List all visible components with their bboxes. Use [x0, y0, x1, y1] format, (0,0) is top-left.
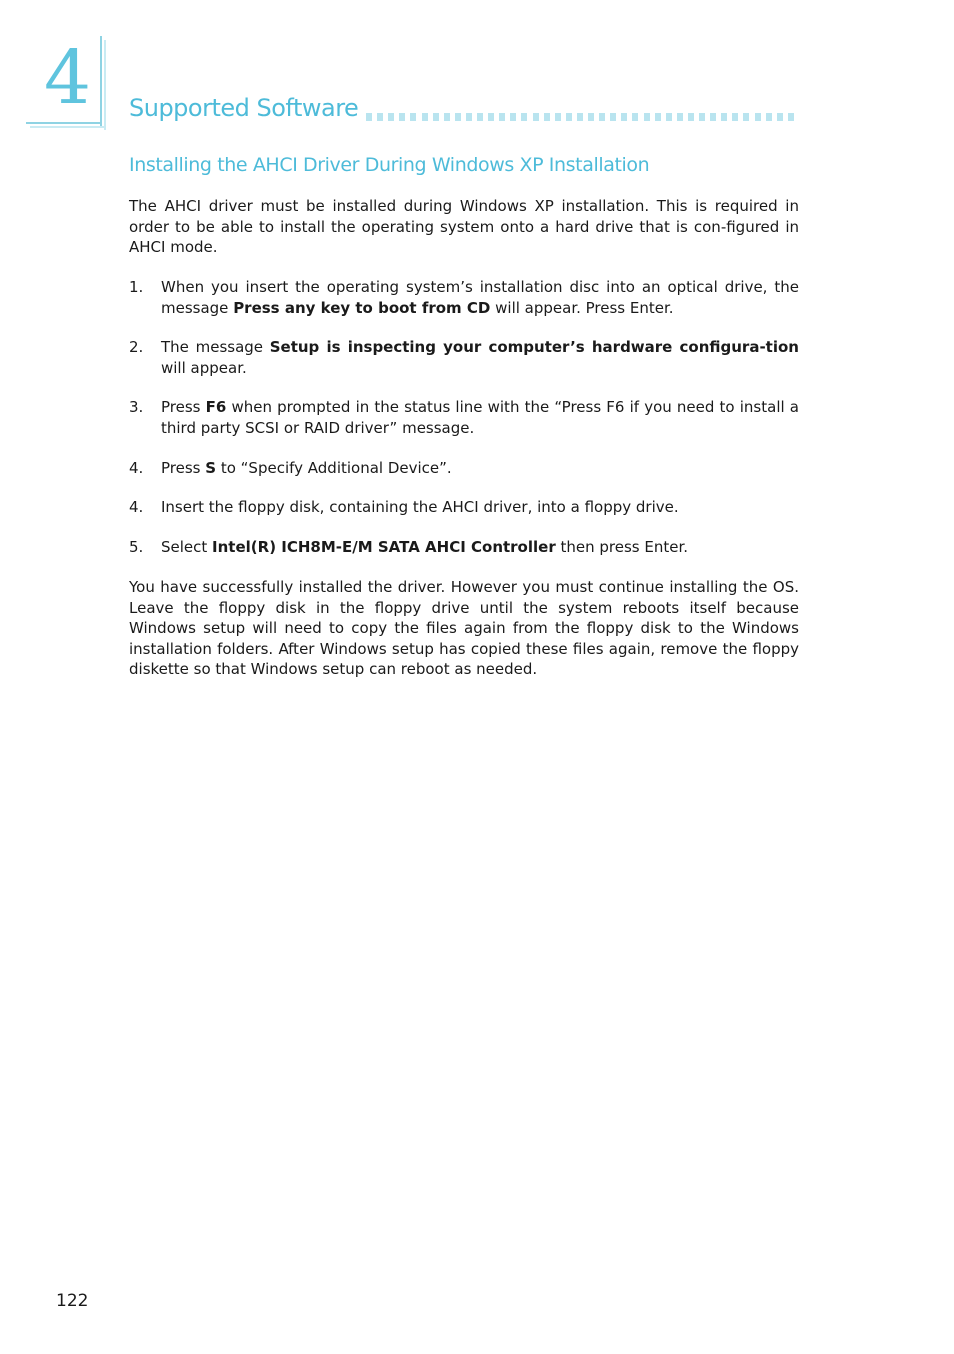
- title-dot: [732, 113, 738, 121]
- title-dot: [743, 113, 749, 121]
- title-dot: [710, 113, 716, 121]
- step-text-bold: Press any key to boot from CD: [233, 298, 491, 317]
- title-dot: [788, 113, 794, 121]
- title-dot: [777, 113, 783, 121]
- title-dot: [755, 113, 761, 121]
- title-dot: [399, 113, 405, 121]
- badge-vertical-rule-shadow: [104, 40, 106, 130]
- title-dot: [455, 113, 461, 121]
- badge-horizontal-rule: [26, 122, 102, 124]
- title-dot: [566, 113, 572, 121]
- title-dot: [533, 113, 539, 121]
- step-text-pre: Select: [161, 538, 213, 556]
- badge-vertical-rule: [100, 36, 102, 126]
- title-dot: [422, 113, 428, 121]
- step-text-bold: Intel(R) ICH8M-E/M SATA AHCI Controller: [212, 538, 556, 556]
- title-dot: [666, 113, 672, 121]
- title-dot: [599, 113, 605, 121]
- step-text-pre: Press: [161, 398, 206, 416]
- title-dot: [410, 113, 416, 121]
- intro-paragraph: The AHCI driver must be installed during Windows XP installation. This is required in order to be able to install the operating system onto a hard drive that is con-figured in AHCI mode.: [129, 197, 799, 256]
- title-dot: [766, 113, 772, 121]
- step-number: 1.: [129, 278, 144, 296]
- title-dot: [699, 113, 705, 121]
- step-text: [161, 537, 799, 558]
- title-dot: [366, 113, 372, 121]
- chapter-badge: [26, 36, 106, 130]
- title-dot: [655, 113, 661, 121]
- step-item: [129, 497, 799, 518]
- title-dot: [488, 113, 494, 121]
- step-text-pre: Press: [161, 459, 206, 477]
- step-text: [161, 458, 799, 479]
- step-text-post: then press Enter.: [555, 538, 689, 556]
- title-dot: [577, 113, 583, 121]
- step-text-bold: S: [205, 459, 217, 477]
- step-text-pre: When you insert the operating system’s installation disc into an optical drive, the message: [161, 278, 799, 317]
- title-dot: [388, 113, 394, 121]
- title-dot: [521, 113, 527, 121]
- title-dot: [610, 113, 616, 121]
- badge-horizontal-rule-shadow: [30, 126, 106, 128]
- chapter-number: 4: [44, 35, 92, 121]
- step-text: [161, 337, 799, 378]
- step-text-pre: Insert the floppy disk, containing the AHCI driver, into a floppy drive.: [161, 498, 679, 516]
- step-text: [161, 277, 799, 318]
- step-text-post: will appear. Press Enter.: [490, 298, 674, 317]
- page-number: 122: [56, 1291, 89, 1311]
- title-dot: [510, 113, 516, 121]
- title-dotted-rule: [366, 113, 798, 122]
- title-dot: [688, 113, 694, 121]
- title-dot: [621, 113, 627, 121]
- step-text: [161, 497, 799, 518]
- title-dot: [377, 113, 383, 121]
- step-item: [129, 458, 799, 479]
- chapter-title: Supported Software: [129, 94, 359, 122]
- step-text-pre: The message: [161, 338, 270, 356]
- title-dot: [721, 113, 727, 121]
- step-text-bold: Setup is inspecting your computer’s hardware configura-tion: [269, 338, 799, 356]
- section-title: Installing the AHCI Driver During Windows XP Installation: [129, 154, 650, 176]
- title-dot: [644, 113, 650, 121]
- step-text-post: to “Specify Additional Device”.: [216, 459, 452, 477]
- title-dot: [677, 113, 683, 121]
- step-number: 4.: [129, 498, 144, 516]
- step-text-post: will appear.: [161, 358, 247, 377]
- step-number: 2.: [129, 338, 144, 356]
- title-dot: [433, 113, 439, 121]
- title-dot: [466, 113, 472, 121]
- step-text-post: when prompted in the status line with the “Press F6 if you need to install a third party SCSI or RAID driver” message.: [161, 398, 799, 437]
- closing-paragraph: You have successfully installed the driver. However you must continue installing the OS. Leave the floppy disk in the floppy drive until the system reboots itself because Windows setup will need to copy the files again from the floppy disk to the Windows installation folders. After Windows setup has copied these files again, remove the floppy diskette so that Windows setup can reboot as needed.: [129, 578, 799, 678]
- step-text: [161, 397, 799, 438]
- step-item: [129, 537, 799, 558]
- step-text-bold: F6: [205, 398, 227, 416]
- step-number: 4.: [129, 459, 144, 477]
- title-dot: [588, 113, 594, 121]
- step-number: 3.: [129, 398, 144, 416]
- title-dot: [555, 113, 561, 121]
- title-dot: [499, 113, 505, 121]
- title-dot: [444, 113, 450, 121]
- title-dot: [632, 113, 638, 121]
- title-dot: [477, 113, 483, 121]
- step-item: [129, 397, 799, 438]
- step-item: [129, 337, 799, 378]
- step-item: [129, 277, 799, 318]
- title-dot: [544, 113, 550, 121]
- step-number: 5.: [129, 538, 144, 556]
